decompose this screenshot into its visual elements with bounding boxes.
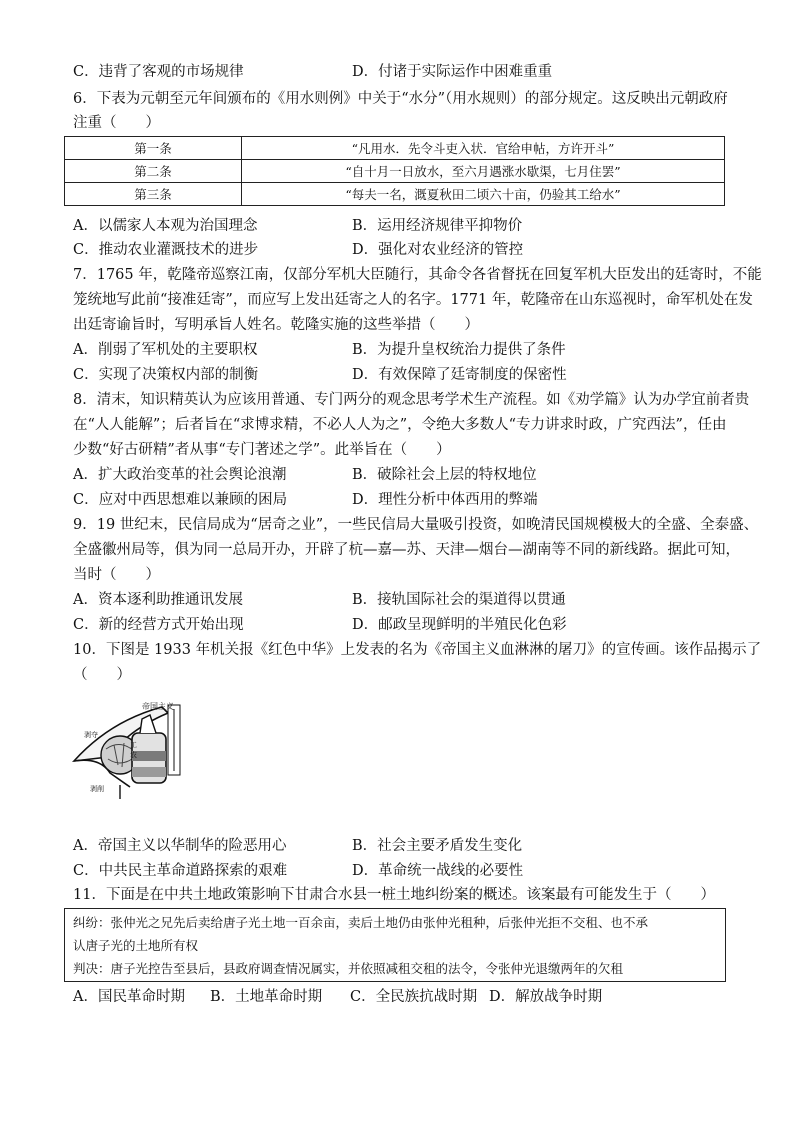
q7-option-a: A．削弱了军机处的主要职权	[73, 342, 258, 358]
q10-option-a: A．帝国主义以华制华的险恶用心	[73, 838, 287, 854]
q8-option-c: C．应对中西思想难以兼顾的困局	[73, 492, 288, 508]
q9-stem-line3: 当时（ ）	[73, 567, 160, 583]
q8-option-d: D．理性分析中体西用的弊端	[352, 492, 538, 508]
q9-option-a: A．资本逐利助推通讯发展	[73, 592, 243, 608]
q9-stem-line1: 9．19 世纪末，民信局成为“居奇之业”，一些民信局大量吸引投资，如晚清民国规模极大的全盛、全泰盛、	[73, 517, 759, 533]
figure-label-exploit: 剥削	[90, 785, 104, 793]
q11-case-box	[64, 908, 726, 982]
q7-stem-line3: 出廷寄谕旨时，写明承旨人姓名。乾隆实施的这些举措（ ）	[73, 317, 479, 333]
q7-option-b: B．为提升皇权统治力提供了条件	[352, 342, 566, 358]
q5-option-c: C．违背了客观的市场规律	[73, 64, 244, 80]
q9-option-c: C．新的经营方式开始出现	[73, 617, 244, 633]
q11-dispute-line2: 认唐子光的土地所有权	[73, 938, 199, 953]
q8-stem-line1: 8．清末，知识精英认为应该用普通、专门两分的观念思考学术生产流程。如《劝学篇》认为办学宜前者贵	[73, 392, 750, 408]
q6-stem-line2: 注重（ ）	[73, 115, 160, 131]
table-row	[65, 137, 725, 160]
figure-label-deprive: 剥夺	[84, 731, 98, 739]
q5-option-d: D．付诸于实际运作中困难重重	[352, 64, 553, 80]
rule-key: 第一条	[65, 137, 242, 160]
q6-stem-line1: 6．下表为元朝至元年间颁布的《用水则例》中关于“水分”（用水规则）的部分规定。这反映出元朝政府	[73, 91, 728, 107]
q8-stem-line2: 在“人人能解”；后者旨在“求博求精，不必人人为之”，令绝大多数人“专力讲求时政，广究西法”，任由	[73, 417, 727, 433]
figure-label-imperialism: 帝国主义	[142, 702, 174, 711]
q11-stem-line1: 11．下面是在中共土地政策影响下甘肃合水县一桩土地纠纷案的概述。该案最有可能发生于（ ）	[73, 887, 715, 903]
q10-option-b: B．社会主要矛盾发生变化	[352, 838, 523, 854]
q8-option-b: B．破除社会上层的特权地位	[352, 467, 537, 483]
figure-label-peasant: 农	[130, 751, 137, 759]
q6-option-c: C．推动农业灌溉技术的进步	[73, 242, 259, 258]
q10-option-d: D．革命统一战线的必要性	[352, 863, 524, 879]
table-row	[65, 160, 725, 183]
q6-option-a: A．以儒家人本观为治国理念	[73, 218, 258, 234]
q11-option-a: A．国民革命时期	[73, 989, 185, 1005]
rule-text: “自十月一日放水，至六月遇涨水歇渠，七月住罢”	[242, 160, 725, 183]
rule-key: 第三条	[65, 183, 242, 206]
q7-option-d: D．有效保障了廷寄制度的保密性	[352, 367, 567, 383]
q9-option-b: B．接轨国际社会的渠道得以贯通	[352, 592, 566, 608]
figure-label-worker: 工	[130, 741, 137, 749]
rule-text: “每夫一名，溉夏秋田二顷六十亩，仍验其工给水”	[242, 183, 725, 206]
q6-rules-table	[64, 136, 725, 206]
q6-option-d: D．强化对农业经济的管控	[352, 242, 524, 258]
q10-stem-line1: 10．下图是 1933 年机关报《红色中华》上发表的名为《帝国主义血淋淋的屠刀》的宣传画。该作品揭示了	[73, 642, 762, 658]
q11-option-b: B．土地革命时期	[210, 989, 323, 1005]
table-row	[65, 183, 725, 206]
q8-option-a: A．扩大政治变革的社会舆论浪潮	[73, 467, 287, 483]
q8-stem-line3: 少数“好古研精”者从事“专门著述之学”。此举旨在（ ）	[73, 442, 451, 458]
q9-option-d: D．邮政呈现鲜明的半殖民化色彩	[352, 617, 567, 633]
q7-option-c: C．实现了决策权内部的制衡	[73, 367, 259, 383]
rule-text: “凡用水．先令斗吏入状．官给申帖，方许开斗”	[242, 137, 725, 160]
q11-option-c: C．全民族抗战时期	[350, 989, 478, 1005]
q6-option-b: B．运用经济规律平抑物价	[352, 218, 523, 234]
q10-option-c: C．中共民主革命道路探索的艰难	[73, 863, 288, 879]
q11-dispute-line1: 纠纷：张仲光之兄先后卖给唐子光土地一百余亩，卖后土地仍由张仲光租种，后张仲光拒不交租、也不承	[73, 915, 649, 930]
q7-stem-line2: 笼统地写此前“接准廷寄”，而应写上发出廷寄之人的名字。1771 年，乾隆帝在山东巡视时，命军机处在发	[73, 292, 753, 308]
rule-key: 第二条	[65, 160, 242, 183]
propaganda-woodcut-figure	[70, 699, 182, 804]
q11-option-d: D．解放战争时期	[489, 989, 603, 1005]
q7-stem-line1: 7．1765 年，乾隆帝巡察江南，仅部分军机大臣随行，其命令各省督抚在回复军机大臣发出的廷寄时，不能	[73, 267, 762, 283]
q11-judgment-line: 判决：唐子光控告至县后，县政府调查情况属实，并依照减租交租的法令，令张仲光退缴两年的欠租	[73, 961, 624, 976]
q10-stem-line2: （ ）	[73, 667, 131, 683]
q9-stem-line2: 全盛徽州局等，俱为同一总局开办，开辟了杭—嘉—苏、天津—烟台—湖南等不同的新线路。据此可知，	[73, 542, 740, 558]
